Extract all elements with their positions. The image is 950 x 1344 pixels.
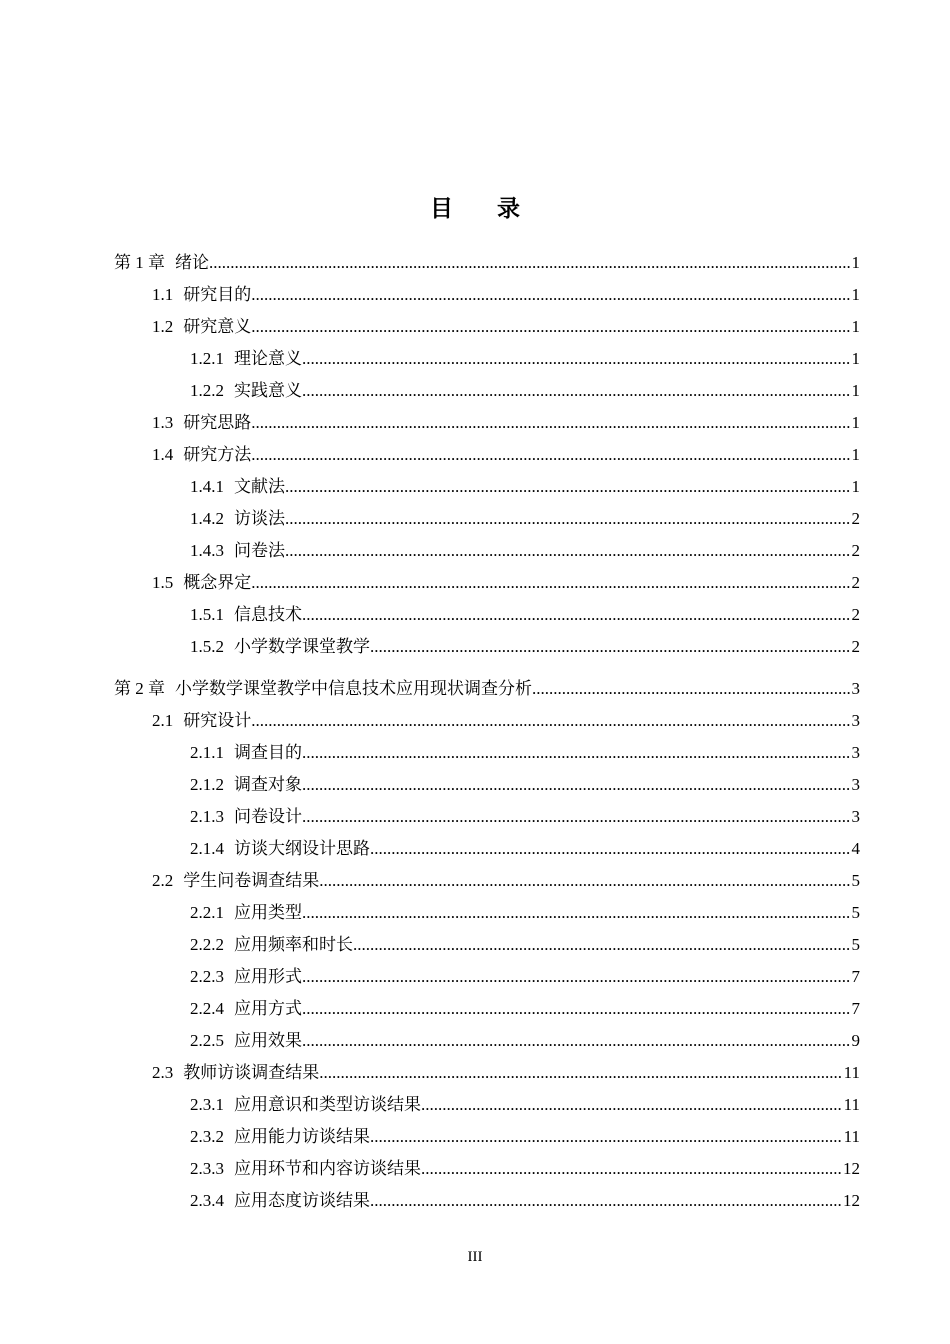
toc-entry[interactable] [190, 498, 860, 530]
toc-dot-leader [319, 1062, 841, 1084]
toc-entry-title: 学生问卷调查结果 [183, 871, 320, 890]
toc-entry-page: 4 [851, 839, 860, 858]
toc-entry-number: 1.5.1 [190, 605, 224, 624]
toc-entry-page: 9 [851, 1031, 860, 1050]
toc-entry[interactable] [190, 626, 860, 658]
toc-entry[interactable] [190, 828, 860, 860]
toc-dot-leader [421, 1094, 842, 1116]
toc-dot-leader [302, 998, 850, 1020]
toc-entry-page: 5 [851, 871, 860, 890]
toc-entry-number: 2.3.4 [190, 1191, 224, 1210]
toc-chapter-entry[interactable] [114, 242, 860, 274]
toc-entry-number: 1.4.1 [190, 477, 224, 496]
toc-entry-page: 3 [851, 711, 860, 730]
toc-entry-number: 2.2.4 [190, 999, 224, 1018]
toc-dot-leader [302, 902, 850, 924]
toc-dot-leader [302, 604, 850, 626]
toc-entry[interactable] [190, 466, 860, 498]
toc-entry[interactable] [190, 764, 860, 796]
toc-chapter-entry[interactable] [114, 668, 860, 700]
toc-entry-title: 应用意识和类型访谈结果 [234, 1095, 421, 1114]
toc-dot-leader [370, 636, 850, 658]
toc-entry-page: 1 [851, 253, 860, 272]
toc-entry[interactable] [190, 338, 860, 370]
toc-entry-page: 11 [843, 1063, 860, 1082]
toc-entry-number: 2.1.2 [190, 775, 224, 794]
toc-entry-number: 1.4.3 [190, 541, 224, 560]
toc-entry-title: 问卷法 [234, 541, 285, 560]
toc-entry-number: 2.1 [152, 711, 174, 730]
toc-dot-leader [302, 966, 850, 988]
toc-entry[interactable] [190, 892, 860, 924]
toc-entry-number: 2.2 [152, 871, 174, 890]
toc-entry-page: 5 [851, 935, 860, 954]
toc-entry-title: 应用环节和内容访谈结果 [234, 1159, 421, 1178]
toc-entry-number: 1.4 [152, 445, 174, 464]
toc-dot-leader [251, 316, 849, 338]
toc-entry-title: 应用方式 [234, 999, 302, 1018]
toc-entry-title: 研究设计 [183, 711, 252, 730]
toc-entry[interactable] [152, 402, 860, 434]
toc-entry-page: 5 [851, 903, 860, 922]
toc-dot-leader [370, 1190, 841, 1212]
toc-entry[interactable] [190, 1148, 860, 1180]
toc-dot-leader [421, 1158, 841, 1180]
toc-entry[interactable] [152, 562, 860, 594]
toc-entry[interactable] [190, 370, 860, 402]
toc-entry[interactable] [190, 1116, 860, 1148]
toc-entry-page: 12 [843, 1191, 860, 1210]
toc-entry[interactable] [152, 434, 860, 466]
toc-entry-page: 2 [851, 509, 860, 528]
toc-entry-page: 1 [851, 317, 860, 336]
toc-entry[interactable] [152, 700, 860, 732]
toc-dot-leader [370, 1126, 842, 1148]
toc-entry-title: 问卷设计 [234, 807, 302, 826]
toc-entry[interactable] [190, 594, 860, 626]
toc-entry-title: 应用形式 [234, 967, 302, 986]
toc-entry-number: 2.1.1 [190, 743, 224, 762]
toc-entry-title: 访谈大纲设计思路 [234, 839, 370, 858]
toc-entry-number: 1.5 [152, 573, 174, 592]
toc-entry-number: 2.2.2 [190, 935, 224, 954]
page-number: III [467, 1249, 483, 1265]
toc-entry-number: 2.3.3 [190, 1159, 224, 1178]
toc-entry-page: 1 [851, 381, 860, 400]
toc-entry-page: 3 [851, 807, 860, 826]
toc-entry-title: 调查目的 [234, 743, 302, 762]
toc-entry-number: 第 1 章 [114, 253, 165, 272]
toc-entry-title: 小学数学课堂教学中信息技术应用现状调查分析 [175, 679, 532, 698]
toc-entry-title: 调查对象 [234, 775, 302, 794]
toc-entry-page: 2 [851, 541, 860, 560]
toc-entry-title: 绪论 [175, 253, 209, 272]
toc-entry[interactable] [190, 956, 860, 988]
toc-entry-number: 2.2.5 [190, 1031, 224, 1050]
toc-entry-page: 7 [851, 999, 860, 1018]
toc-entry-number: 2.3 [152, 1063, 174, 1082]
toc-entry-page: 3 [851, 679, 860, 698]
toc-dot-leader [532, 678, 850, 700]
toc-entry-page: 12 [843, 1159, 860, 1178]
toc-entry[interactable] [190, 732, 860, 764]
toc-entry-page: 2 [851, 637, 860, 656]
toc-entry-title: 实践意义 [234, 381, 302, 400]
toc-entry-title: 教师访谈调查结果 [183, 1063, 320, 1082]
page-title: 目录 [430, 196, 564, 222]
toc-entry-title: 研究思路 [183, 413, 252, 432]
toc-dot-leader [251, 710, 849, 732]
toc-entry-page: 2 [851, 605, 860, 624]
toc-entry-number: 2.3.2 [190, 1127, 224, 1146]
toc-entry-number: 2.1.3 [190, 807, 224, 826]
toc-entry-title: 访谈法 [234, 509, 285, 528]
toc-entry[interactable] [152, 1052, 860, 1084]
toc-entry-page: 3 [851, 775, 860, 794]
toc-dot-leader [285, 476, 850, 498]
toc-entry-title: 信息技术 [234, 605, 302, 624]
toc-entry-number: 2.1.4 [190, 839, 224, 858]
toc-entry-title: 研究目的 [183, 285, 252, 304]
toc-entry[interactable] [190, 1020, 860, 1052]
toc-dot-leader [302, 1030, 850, 1052]
toc-entry-title: 应用类型 [234, 903, 302, 922]
toc-entry[interactable] [152, 306, 860, 338]
toc-entry-number: 1.2.1 [190, 349, 224, 368]
toc-entry-title: 应用效果 [234, 1031, 302, 1050]
toc-entry-page: 1 [851, 285, 860, 304]
toc-entry-number: 1.3 [152, 413, 174, 432]
toc-entry-title: 理论意义 [234, 349, 302, 368]
toc-entry-title: 研究方法 [183, 445, 252, 464]
toc-entry-title: 应用能力访谈结果 [234, 1127, 370, 1146]
toc-entry-page: 1 [851, 413, 860, 432]
toc-entry-number: 2.2.3 [190, 967, 224, 986]
toc-dot-leader [319, 870, 849, 892]
toc-entry-title: 研究意义 [183, 317, 252, 336]
toc-entry-number: 第 2 章 [114, 679, 165, 698]
toc-entry-page: 1 [851, 477, 860, 496]
toc-entry-number: 1.5.2 [190, 637, 224, 656]
toc-entry-page: 1 [851, 349, 860, 368]
toc-entry-page: 11 [843, 1127, 860, 1146]
toc-dot-leader [302, 380, 850, 402]
toc-entry-number: 1.2.2 [190, 381, 224, 400]
toc-dot-leader [251, 572, 849, 594]
toc-entry[interactable] [190, 530, 860, 562]
toc-dot-leader [302, 348, 850, 370]
toc-dot-leader [302, 774, 850, 796]
toc-dot-leader [251, 444, 849, 466]
toc-dot-leader [302, 806, 850, 828]
toc-dot-leader [209, 252, 850, 274]
toc-entry[interactable] [190, 796, 860, 828]
toc-entry-page: 1 [851, 445, 860, 464]
toc-entry-page: 3 [851, 743, 860, 762]
toc-entry-number: 1.1 [152, 285, 174, 304]
toc-dot-leader [302, 742, 850, 764]
toc-dot-leader [353, 934, 850, 956]
toc-entry-number: 2.3.1 [190, 1095, 224, 1114]
toc-entry-title: 应用态度访谈结果 [234, 1191, 370, 1210]
toc-entry-number: 1.4.2 [190, 509, 224, 528]
toc-entry[interactable] [190, 988, 860, 1020]
toc-dot-leader [285, 540, 850, 562]
toc-dot-leader [285, 508, 850, 530]
toc-entry-page: 7 [851, 967, 860, 986]
toc-entry-page: 11 [843, 1095, 860, 1114]
toc-entry[interactable] [152, 860, 860, 892]
toc-entry-page: 2 [851, 573, 860, 592]
toc-entry-number: 1.2 [152, 317, 174, 336]
toc-entry[interactable] [190, 1084, 860, 1116]
toc-dot-leader [251, 284, 849, 306]
toc-entry-title: 文献法 [234, 477, 285, 496]
toc-entry-title: 小学数学课堂教学 [234, 637, 370, 656]
toc-entry[interactable] [152, 274, 860, 306]
toc-entry-number: 2.2.1 [190, 903, 224, 922]
toc-dot-leader [251, 412, 849, 434]
toc-dot-leader [370, 838, 850, 860]
toc-entry-title: 应用频率和时长 [234, 935, 353, 954]
toc-entry[interactable] [190, 924, 860, 956]
toc-entry-title: 概念界定 [183, 573, 252, 592]
toc-entry[interactable] [190, 1180, 860, 1212]
